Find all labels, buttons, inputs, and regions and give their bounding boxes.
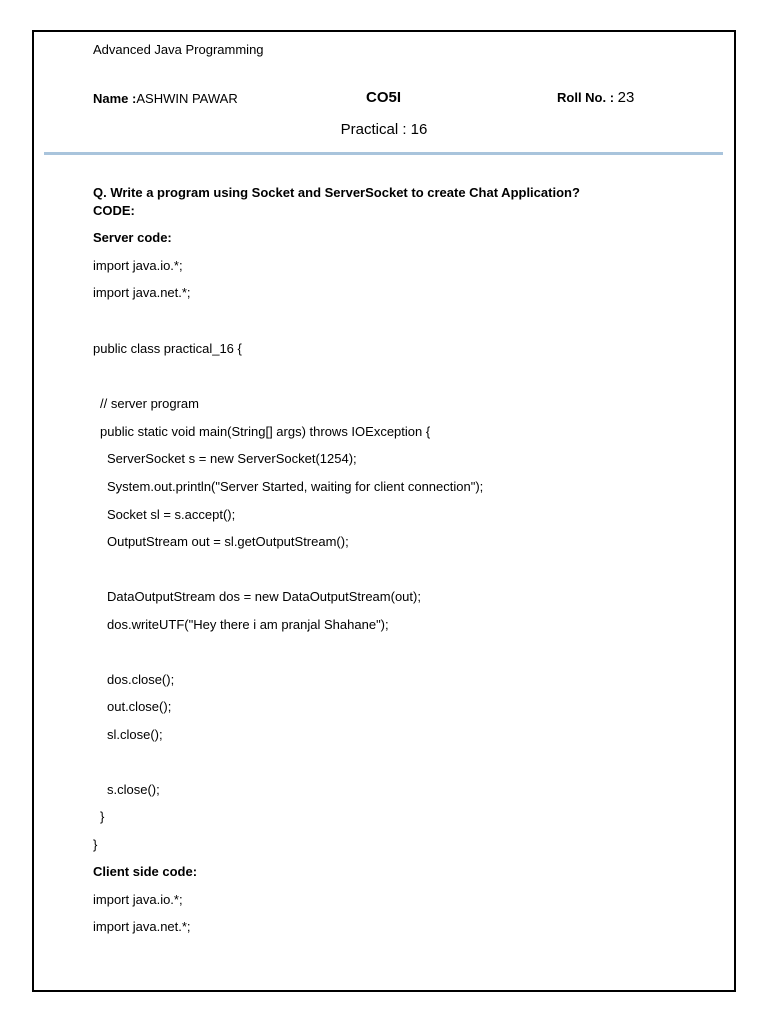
code-line: dos.close();	[107, 672, 175, 687]
server-code-heading: Server code:	[93, 230, 172, 245]
code-line: ServerSocket s = new ServerSocket(1254);	[107, 451, 357, 466]
code-line: Socket sl = s.accept();	[107, 507, 236, 522]
client-code-heading: Client side code:	[93, 864, 198, 879]
code-line: public static void main(String[] args) throws IOException {	[100, 424, 431, 439]
code-line: System.out.println("Server Started, waiting for client connection");	[107, 479, 484, 494]
class-code: CO5I	[366, 89, 402, 106]
header-divider	[44, 152, 723, 155]
roll-label: Roll No. :	[557, 90, 615, 105]
code-line: }	[93, 837, 98, 852]
code-comment: // server program	[100, 396, 199, 411]
student-name	[93, 91, 238, 106]
name-value: ASHWIN PAWAR	[136, 91, 238, 106]
name-label: Name :	[93, 91, 137, 106]
code-line: OutputStream out = sl.getOutputStream();	[107, 534, 349, 549]
code-line: sl.close();	[107, 727, 163, 742]
code-line: import java.net.*;	[93, 919, 191, 934]
code-label: CODE:	[93, 203, 135, 218]
code-line: import java.net.*;	[93, 285, 191, 300]
code-line: public class practical_16 {	[93, 341, 242, 356]
roll-number	[557, 89, 634, 106]
code-line: DataOutputStream dos = new DataOutputStream(out);	[107, 589, 421, 604]
practical-title: Practical : 16	[340, 121, 428, 138]
code-line: dos.writeUTF("Hey there i am pranjal Shahane");	[107, 617, 389, 632]
code-line: s.close();	[107, 782, 160, 797]
code-line: import java.io.*;	[93, 892, 183, 907]
code-line: out.close();	[107, 699, 172, 714]
course-title: Advanced Java Programming	[93, 42, 264, 57]
code-line: import java.io.*;	[93, 258, 183, 273]
roll-value: 23	[617, 89, 635, 106]
question-text: Q. Write a program using Socket and ServerSocket to create Chat Application?	[93, 185, 580, 200]
code-line: }	[100, 809, 105, 824]
question	[93, 184, 580, 220]
